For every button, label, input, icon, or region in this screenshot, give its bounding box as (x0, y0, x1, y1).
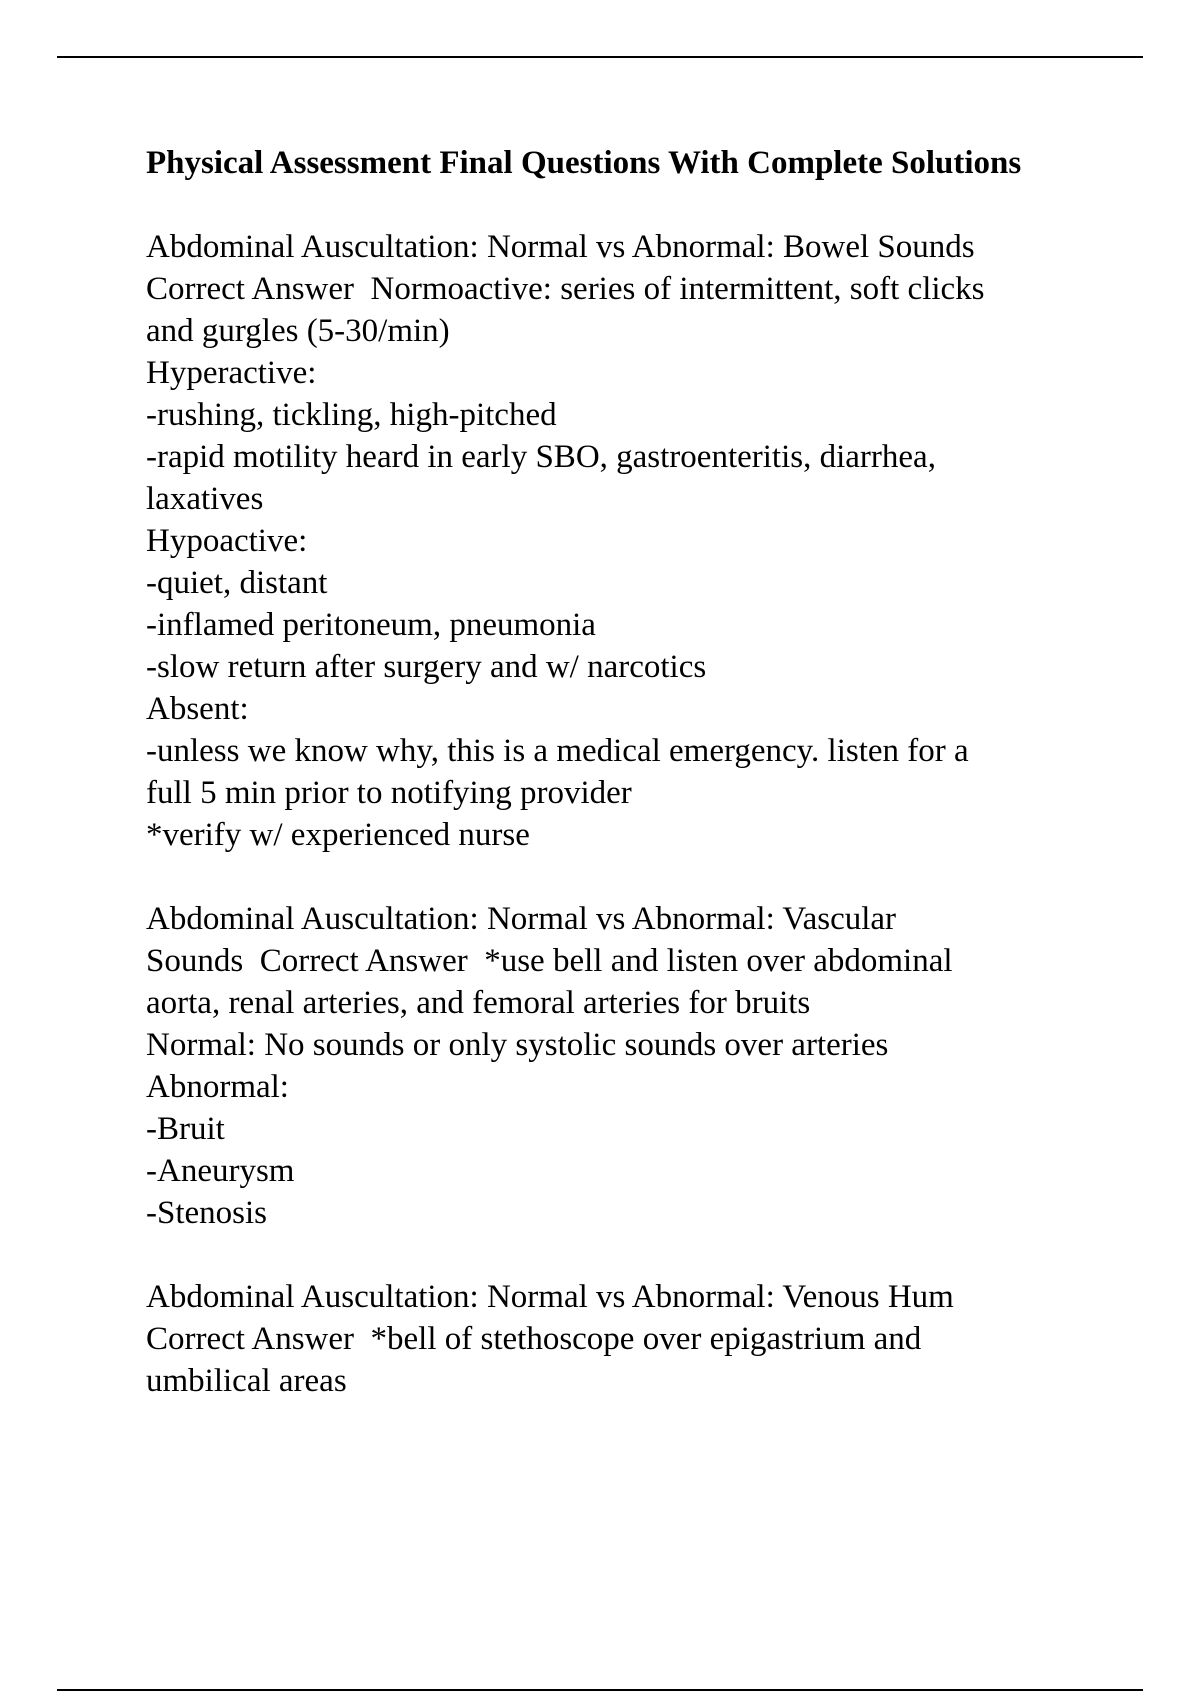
text-line: -inflamed peritoneum, pneumonia (146, 607, 596, 643)
text-line: laxatives (146, 481, 264, 517)
text-line: -slow return after surgery and w/ narcotics (146, 649, 707, 685)
text-line: Hyperactive: (146, 355, 317, 391)
text-line: Abnormal: (146, 1069, 289, 1105)
text-line: Correct Answer *bell of stethoscope over epigastrium and (146, 1321, 922, 1357)
text-line: Correct Answer Normoactive: series of intermittent, soft clicks (146, 271, 985, 307)
text-line: -rapid motility heard in early SBO, gastroenteritis, diarrhea, (146, 439, 936, 475)
qa-block-venous-hum (146, 1276, 1086, 1402)
text-line: aorta, renal arteries, and femoral arteries for bruits (146, 985, 811, 1021)
text-line: -Aneurysm (146, 1153, 295, 1189)
document-body (146, 143, 1086, 1444)
footer-rule (57, 1689, 1143, 1691)
qa-block-vascular-sounds (146, 898, 1086, 1234)
text-line: Hypoactive: (146, 523, 308, 559)
text-line: -Stenosis (146, 1195, 268, 1231)
text-line: -Bruit (146, 1111, 225, 1147)
text-line: Absent: (146, 691, 249, 727)
text-line: -quiet, distant (146, 565, 328, 601)
text-line: Sounds Correct Answer *use bell and listen over abdominal (146, 943, 953, 979)
text-line: umbilical areas (146, 1363, 347, 1399)
text-line: and gurgles (5-30/min) (146, 313, 450, 349)
header-rule (57, 56, 1143, 58)
text-line: Normal: No sounds or only systolic sounds over arteries (146, 1027, 889, 1063)
qa-block-bowel-sounds (146, 226, 1086, 856)
text-line: Abdominal Auscultation: Normal vs Abnormal: Venous Hum (146, 1279, 954, 1315)
text-line: Abdominal Auscultation: Normal vs Abnormal: Bowel Sounds (146, 229, 975, 265)
text-line: Abdominal Auscultation: Normal vs Abnormal: Vascular (146, 901, 897, 937)
document-title: Physical Assessment Final Questions With Complete Solutions (146, 145, 1022, 181)
text-line: full 5 min prior to notifying provider (146, 775, 632, 811)
text-line: -rushing, tickling, high-pitched (146, 397, 557, 433)
text-line: *verify w/ experienced nurse (146, 817, 530, 853)
text-line: -unless we know why, this is a medical emergency. listen for a (146, 733, 969, 769)
